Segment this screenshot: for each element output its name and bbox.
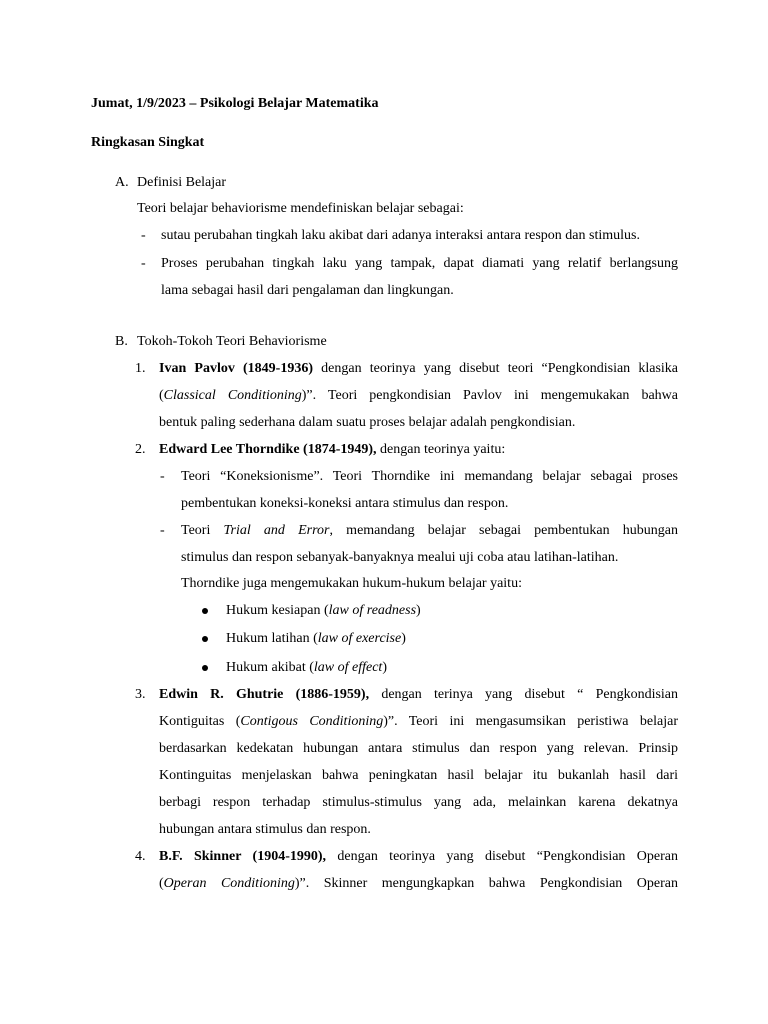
section-a-item-1: sutau perubahan tingkah laku akibat dari adanya interaksi antara respon dan stimulus. [161,228,640,243]
thorndike-sub-2-line-3: Thorndike juga mengemukakan hukum-hukum belajar yaitu: [181,576,522,591]
list-item-pavlov-line-2: (Classical Conditioning)”. Teori pengkondisian Pavlov ini mengemukakan bahwa [159,388,679,403]
thorndike-sub-2-line-1: Teori Trial and Error, memandang belajar sebagai pembentukan hubungan [181,523,678,538]
document-title: Jumat, 1/9/2023 – Psikologi Belajar Matematika [91,96,379,111]
list-item-pavlov-line-1: Ivan Pavlov (1849-1936) dengan teorinya yang disebut teori “Pengkondisian klasika [159,361,678,376]
list-item-ghutrie-line-1: Edwin R. Ghutrie (1886-1959), dengan terinya yang disebut “ Pengkondisian [159,687,679,702]
list-item-thorndike-line-1: Edward Lee Thorndike (1874-1949), dengan teorinya yaitu: [159,442,506,457]
bullet-icon [202,665,208,671]
law-item: Hukum akibat (law of effect) [226,660,387,675]
section-b-heading: Tokoh-Tokoh Teori Behaviorisme [137,334,327,349]
thorndike-sub-2-line-2: stimulus dan respon sebanyak-banyaknya mealui uji coba atau latihan-latihan. [181,550,619,565]
list-item-skinner-line-1: B.F. Skinner (1904-1990), dengan teorinya yang disebut “Pengkondisian Operan [159,849,678,864]
bullet-icon [202,608,208,614]
law-item: Hukum latihan (law of exercise) [226,631,406,646]
dash-marker: - [141,256,146,271]
dash-marker: - [141,228,146,243]
list-item-ghutrie-line-2: Kontiguitas (Contigous Conditioning)”. Teori ini mengasumsikan peristiwa belajar [159,714,678,729]
thorndike-sub-1-line-1: Teori “Koneksionisme”. Teori Thorndike ini memandang belajar sebagai proses [181,469,678,484]
section-a-item-2-line-1: Proses perubahan tingkah laku yang tampak, dapat diamati yang relatif berlangsung [161,256,678,271]
section-a-marker: A. [115,175,129,190]
list-number: 3. [135,687,146,702]
list-number: 2. [135,442,146,457]
section-b-marker: B. [115,334,128,349]
section-a-intro: Teori belajar behaviorisme mendefiniskan belajar sebagai: [137,201,464,216]
dash-marker: - [160,523,165,538]
list-item-skinner-line-2: (Operan Conditioning)”. Skinner mengungkapkan bahwa Pengkondisian Operan [159,876,678,891]
list-number: 4. [135,849,146,864]
section-a-heading: Definisi Belajar [137,175,227,190]
list-item-ghutrie-line-3: berdasarkan kedekatan hubungan antara stimulus dan respon yang relevan. Prinsip [159,741,678,756]
bullet-icon [202,636,208,642]
list-item-ghutrie-line-6: hubungan antara stimulus dan respon. [159,822,371,837]
list-item-ghutrie-line-4: Kontinguitas menjelaskan bahwa peningkatan hasil belajar itu bukanlah hasil dari [159,768,678,783]
thorndike-sub-1-line-2: pembentukan koneksi-koneksi antara stimulus dan respon. [181,496,509,511]
law-item: Hukum kesiapan (law of readness) [226,603,421,618]
list-item-pavlov-line-3: bentuk paling sederhana dalam suatu proses belajar adalah pengkondisian. [159,415,576,430]
list-item-ghutrie-line-5: berbagi respon terhadap stimulus-stimulus yang ada, melainkan karena dekatnya [159,795,678,810]
list-number: 1. [135,361,146,376]
document-subtitle: Ringkasan Singkat [91,135,205,150]
dash-marker: - [160,469,165,484]
section-a-item-2-line-2: lama sebagai hasil dari pengalaman dan lingkungan. [161,283,454,298]
